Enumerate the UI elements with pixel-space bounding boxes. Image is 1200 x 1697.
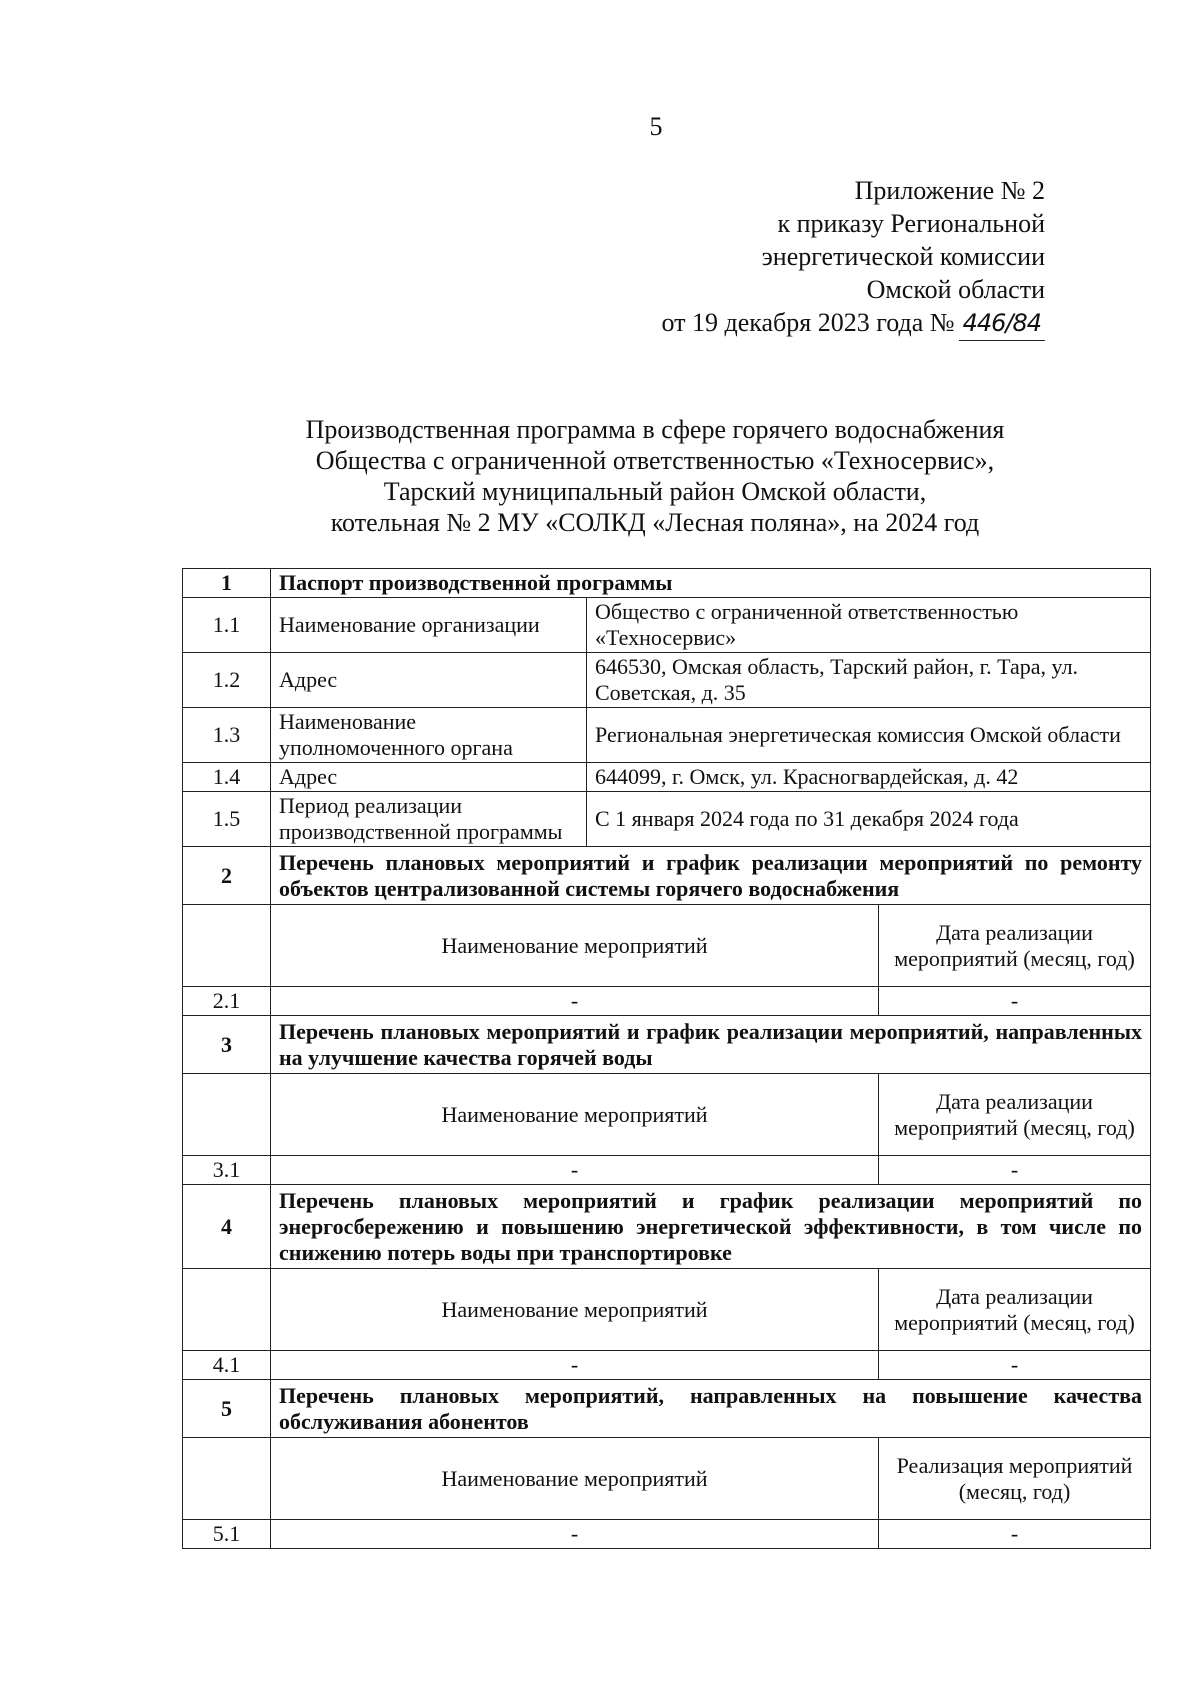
row-name: -: [271, 987, 879, 1016]
appendix-date-line: [661, 306, 1045, 341]
row-name: -: [271, 1156, 879, 1185]
table-row: [183, 987, 1151, 1016]
section-number: 5: [183, 1380, 271, 1438]
row-label: Период реализации производственной программы: [271, 792, 587, 847]
row-number: 4.1: [183, 1351, 271, 1380]
table-row: [183, 653, 1151, 708]
row-name: -: [271, 1351, 879, 1380]
row-number: 1.1: [183, 598, 271, 653]
section-4-header: [183, 1185, 1151, 1269]
section-number: 1: [183, 569, 271, 598]
row-number: 3.1: [183, 1156, 271, 1185]
title-line: Общества с ограниченной ответственностью «Техносервис»,: [315, 446, 995, 475]
table-row: [183, 1520, 1151, 1549]
table-row: [183, 1156, 1151, 1185]
row-value: Региональная энергетическая комиссия Омской области: [587, 708, 1151, 763]
column-header-name: Наименование мероприятий: [271, 1074, 879, 1156]
column-header-row: [183, 1269, 1151, 1351]
empty-cell: [183, 1074, 271, 1156]
table-row: [183, 1351, 1151, 1380]
column-header-date: Дата реализации мероприятий (месяц, год): [879, 1269, 1151, 1351]
column-header-date: Дата реализации мероприятий (месяц, год): [879, 1074, 1151, 1156]
production-program-table: [182, 568, 1151, 1549]
section-number: 2: [183, 847, 271, 905]
section-number: 4: [183, 1185, 271, 1269]
empty-cell: [183, 1438, 271, 1520]
column-header-row: [183, 1438, 1151, 1520]
row-name: -: [271, 1520, 879, 1549]
row-value: С 1 января 2024 года по 31 декабря 2024 года: [587, 792, 1151, 847]
table-row: [183, 792, 1151, 847]
row-value: Общество с ограниченной ответственностью «Техносервис»: [587, 598, 1151, 653]
row-value: 646530, Омская область, Тарский район, г. Тара, ул. Советская, д. 35: [587, 653, 1151, 708]
column-header-name: Наименование мероприятий: [271, 1438, 879, 1520]
empty-cell: [183, 905, 271, 987]
row-number: 1.5: [183, 792, 271, 847]
title-line: котельная № 2 МУ «СОЛКД «Лесная поляна», на 2024 год: [330, 508, 980, 537]
row-number: 5.1: [183, 1520, 271, 1549]
row-label: Наименование уполномоченного органа: [271, 708, 587, 763]
row-date: -: [879, 1156, 1151, 1185]
column-header-date: Дата реализации мероприятий (месяц, год): [879, 905, 1151, 987]
appendix-line: Приложение № 2: [854, 176, 1045, 205]
row-label: Адрес: [271, 653, 587, 708]
section-title: Перечень плановых мероприятий и график реализации мероприятий по ремонту объектов централизованной системы горячего водоснабжения: [271, 847, 1151, 905]
appendix-line: Омской области: [866, 275, 1045, 304]
column-header-date: Реализация мероприятий (месяц, год): [879, 1438, 1151, 1520]
table-row: [183, 763, 1151, 792]
section-title: Перечень плановых мероприятий и график реализации мероприятий, направленных на улучшение качества горячей воды: [271, 1016, 1151, 1074]
column-header-name: Наименование мероприятий: [271, 1269, 879, 1351]
row-date: -: [879, 1520, 1151, 1549]
section-5-header: [183, 1380, 1151, 1438]
section-2-header: [183, 847, 1151, 905]
appendix-date-text: от 19 декабря 2023 года №: [661, 308, 955, 337]
row-date: -: [879, 987, 1151, 1016]
column-header-name: Наименование мероприятий: [271, 905, 879, 987]
column-header-row: [183, 1074, 1151, 1156]
document-title: [210, 414, 1100, 538]
row-date: -: [879, 1351, 1151, 1380]
section-title: Перечень плановых мероприятий, направленных на повышение качества обслуживания абонентов: [271, 1380, 1151, 1438]
table-row: [183, 708, 1151, 763]
page-number: 5: [649, 112, 663, 141]
title-line: Производственная программа в сфере горячего водоснабжения: [305, 415, 1005, 444]
appendix-line: к приказу Региональной: [777, 209, 1045, 238]
appendix-line: энергетической комиссии: [761, 242, 1045, 271]
empty-cell: [183, 1269, 271, 1351]
row-value: 644099, г. Омск, ул. Красногвардейская, д. 42: [587, 763, 1151, 792]
section-number: 3: [183, 1016, 271, 1074]
section-title: Перечень плановых мероприятий и график реализации мероприятий по энергосбережению и повышению энергетической эффективности, в том числе по снижению потерь воды при транспортировке: [271, 1185, 1151, 1269]
appendix-header: [661, 174, 1045, 341]
row-number: 2.1: [183, 987, 271, 1016]
section-title: Паспорт производственной программы: [271, 569, 1151, 598]
row-number: 1.4: [183, 763, 271, 792]
row-number: 1.2: [183, 653, 271, 708]
order-number-handwritten: 446/84: [959, 307, 1045, 341]
section-3-header: [183, 1016, 1151, 1074]
table-row: [183, 598, 1151, 653]
column-header-row: [183, 905, 1151, 987]
section-1-header: [183, 569, 1151, 598]
row-number: 1.3: [183, 708, 271, 763]
row-label: Адрес: [271, 763, 587, 792]
row-label: Наименование организации: [271, 598, 587, 653]
title-line: Тарский муниципальный район Омской области,: [383, 477, 927, 506]
